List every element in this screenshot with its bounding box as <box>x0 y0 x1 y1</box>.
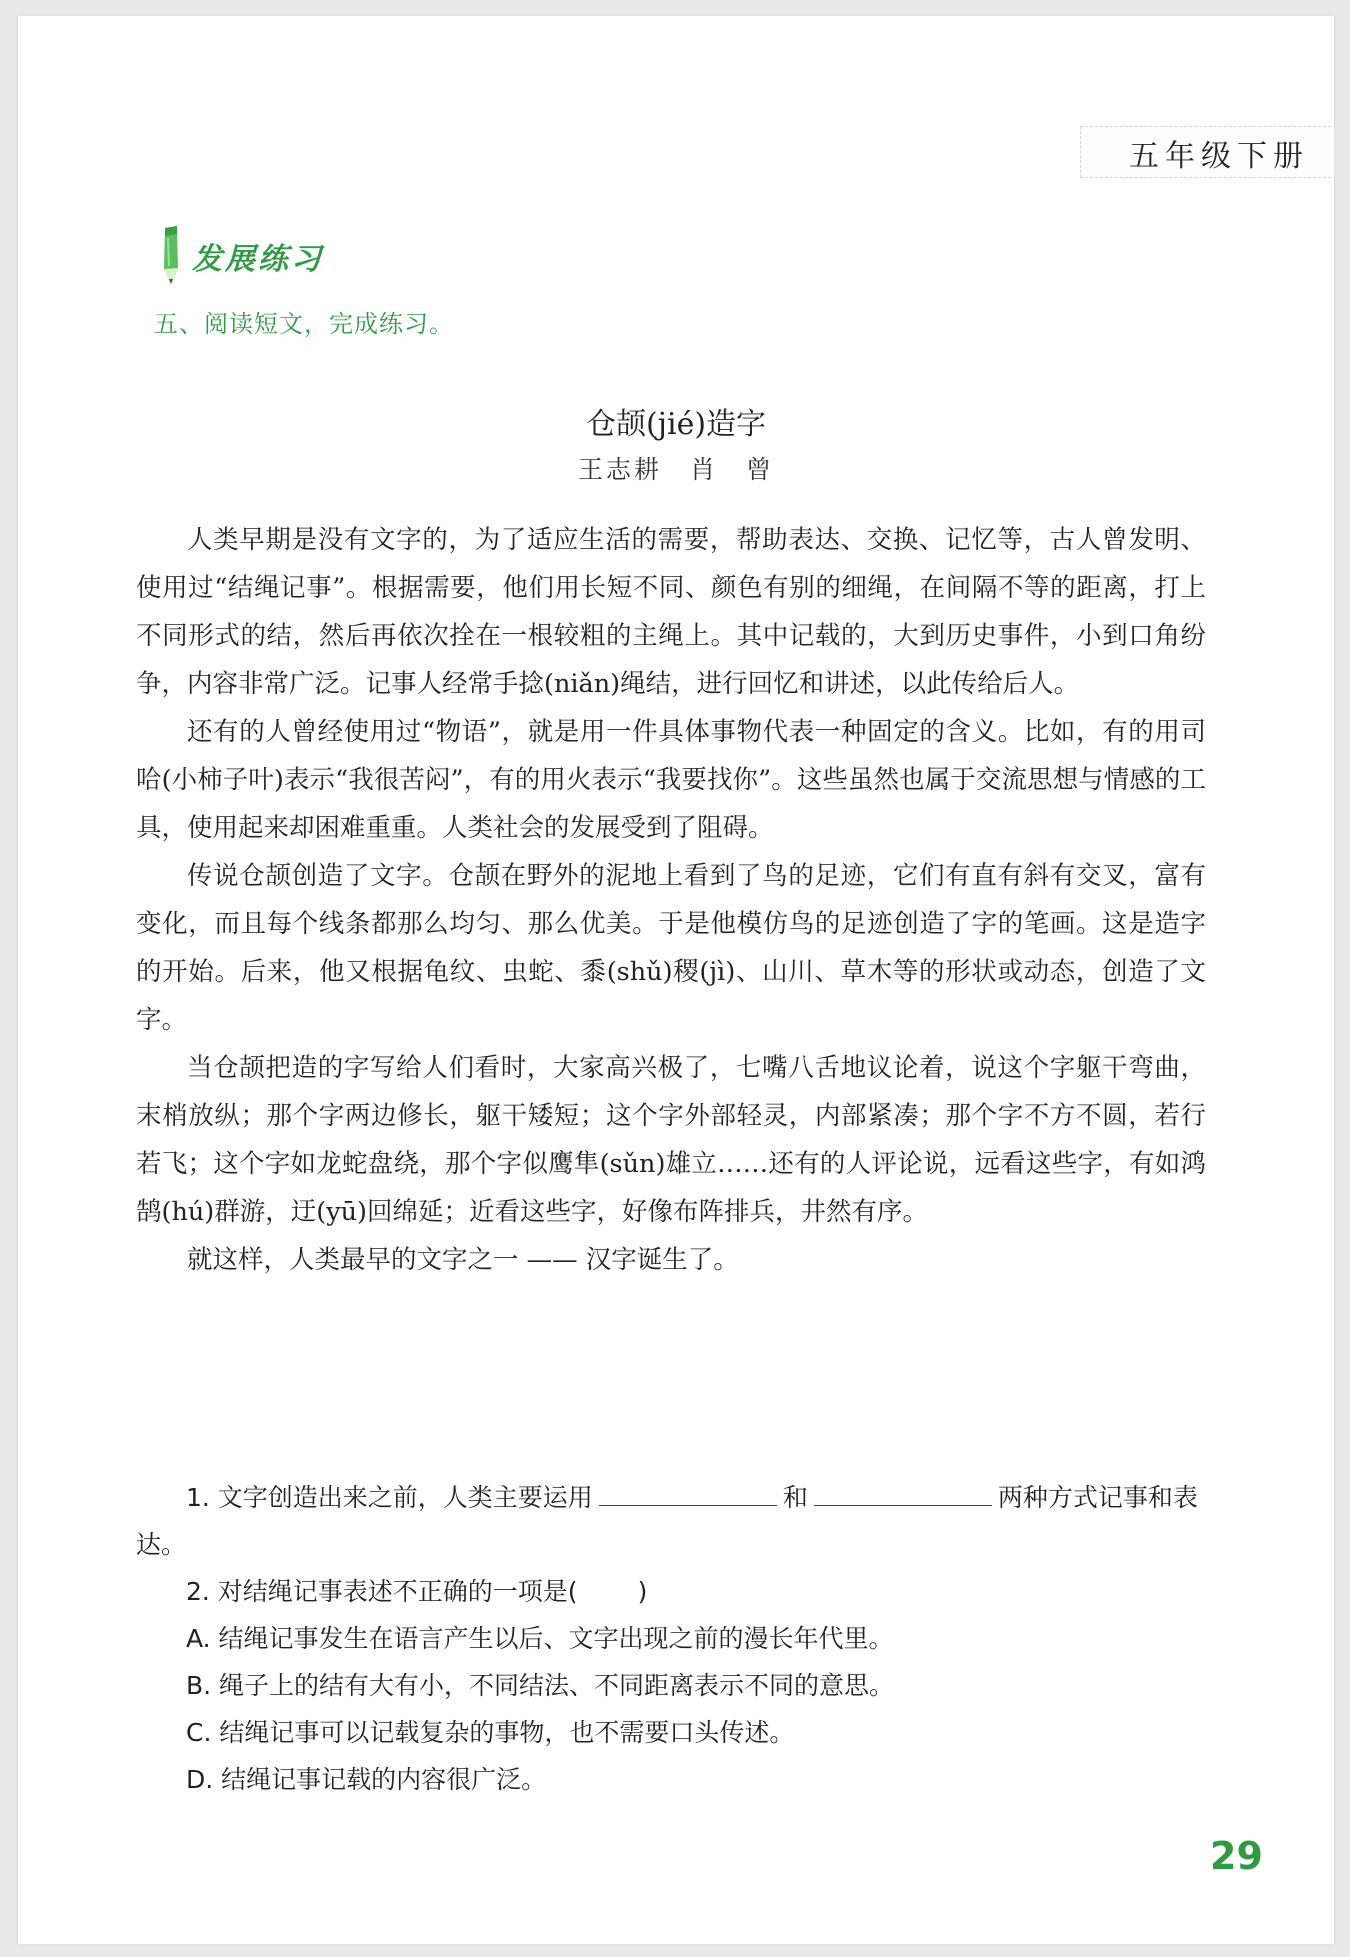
paragraph: 人类早期是没有文字的，为了适应生活的需要，帮助表达、交换、记忆等，古人曾发明、使用过“结绳记事”。根据需要，他们用长短不同、颜色有别的细绳，在间隔不等的距离，打上不同形式的结，然后再依次拴在一根较粗的主绳上。其中记载的，大到历史事件，小到口角纷争，内容非常广泛。记事人经常手捻(niǎn)绳结，进行回忆和讲述，以此传给后人。 <box>136 525 1206 699</box>
paragraph: 当仓颉把造的字写给人们看时，大家高兴极了，七嘴八舌地议论着，说这个字躯干弯曲，末梢放纵；那个字两边修长，躯干矮短；这个字外部轻灵，内部紧凑；那个字不方不圆，若行若飞；这个字如龙蛇盘绕，那个字似鹰隼(sǔn)雄立……还有的人评论说，远看这些字，有如鸿鹄(hú)群游，迂(yū)回绵延；近看这些字，好像布阵排兵，井然有序。 <box>136 1053 1206 1227</box>
paragraph: 就这样，人类最早的文字之一 —— 汉字诞生了。 <box>187 1245 739 1275</box>
option-b: B. 绳子上的结有大有小，不同结法、不同距离表示不同的意思。 <box>186 1671 895 1700</box>
question-2 <box>136 1568 1206 1615</box>
answer-blank-1[interactable] <box>599 1481 777 1506</box>
question-1-text-after: 两种方式记事和表达。 <box>136 1483 1198 1559</box>
article-body <box>136 516 1206 1284</box>
workbook-page <box>18 16 1334 1944</box>
pencil-icon <box>156 224 186 288</box>
page-number: 29 <box>1210 1834 1263 1878</box>
option-c: C. 结绳记事可以记载复杂的事物，也不需要口头传述。 <box>186 1718 795 1747</box>
questions-section <box>136 1474 1206 1803</box>
question-1-text-middle: 和 <box>782 1483 808 1512</box>
paragraph: 传说仓颉创造了文字。仓颉在野外的泥地上看到了鸟的足迹，它们有直有斜有交叉，富有变化，而且每个线条都那么均匀、那么优美。于是他模仿鸟的足迹创造了字的笔画。这是造字的开始。后来，他又根据龟纹、虫蛇、黍(shǔ)稷(jì)、山川、草木等的形状或动态，创造了文字。 <box>136 861 1206 1035</box>
exercise-instruction: 五、阅读短文，完成练习。 <box>154 310 454 338</box>
paragraph: 还有的人曾经使用过“物语”，就是用一件具体事物代表一种固定的含义。比如，有的用司哈(小柿子叶)表示“我很苦闷”，有的用火表示“我要找你”。这些虽然也属于交流思想与情感的工具，使用起来却困难重重。人类社会的发展受到了阻碍。 <box>136 717 1206 843</box>
option-a: A. 结绳记事发生在语言产生以后、文字出现之前的漫长年代里。 <box>186 1624 894 1653</box>
article-title: 仓颉(jié)造字 <box>585 407 767 442</box>
section-title: 发展练习 <box>192 242 324 277</box>
answer-blank-2[interactable] <box>814 1481 992 1506</box>
grade-label-box <box>1080 126 1331 178</box>
grade-label: 五年级下册 <box>1129 139 1309 174</box>
question-2-stem: 2. 对结绳记事表述不正确的一项是( <box>186 1577 578 1606</box>
question-1 <box>136 1474 1206 1568</box>
article-author: 王志耕 肖 曾 <box>577 455 774 484</box>
question-2-stem-end: ) <box>637 1577 648 1606</box>
option-d: D. 结绳记事记载的内容很广泛。 <box>186 1765 547 1794</box>
question-1-text-before: 1. 文字创造出来之前，人类主要运用 <box>186 1483 593 1512</box>
